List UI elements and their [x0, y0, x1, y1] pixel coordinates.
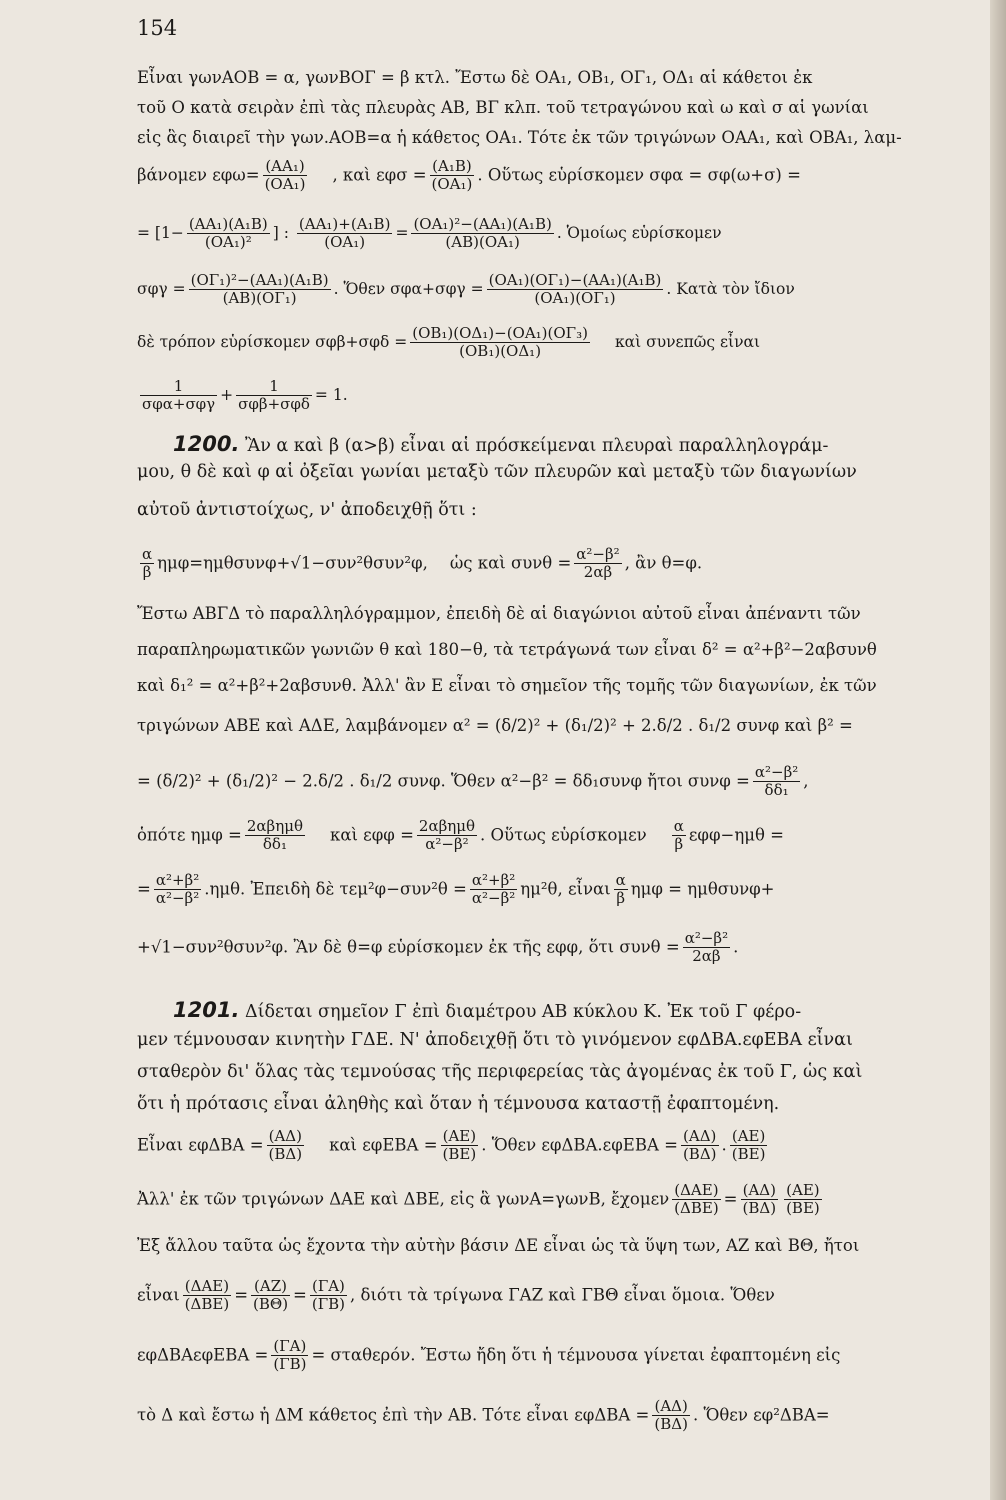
text-span: εφΔΒΑεφΕΒΑ = [137, 1345, 269, 1365]
numerator: 2αβημθ [246, 817, 303, 835]
fraction [441, 1128, 479, 1164]
text-line: τοῦ Ο κατὰ σειρὰν ἐπὶ τὰς πλευρὰς ΑΒ, ΒΓ κλπ. τοῦ τετραγώνου καὶ ω καὶ σ αἱ γωνίαι [137, 98, 869, 117]
text-span: , ἂν θ=φ. [624, 553, 703, 573]
text-span: βάνομεν εφω= [137, 165, 260, 185]
denominator: (ΓΒ) [311, 1295, 346, 1314]
numerator: (ΑΕ) [441, 1128, 479, 1146]
numerator: α²−β² [576, 545, 620, 563]
denominator: (ΔΒΕ) [184, 1295, 230, 1314]
text-span: . Ὅθεν εφ²ΔΒΑ= [692, 1405, 830, 1425]
fraction [741, 1182, 779, 1218]
operator: . [721, 1135, 727, 1155]
text-span: , διότι τὰ τρίγωνα ΓΑΖ καὶ ΓΒΘ εἶναι ὅμοια. Ὅθεν [350, 1285, 775, 1305]
text-span: εἶναι [137, 1285, 180, 1305]
denominator: (ΒΔ) [682, 1145, 717, 1164]
text-span: ὁπότε ημφ = [137, 825, 242, 845]
fraction [183, 1278, 232, 1314]
formula-line [137, 930, 937, 966]
formula-line [137, 818, 937, 854]
formula-line [137, 1182, 937, 1218]
fraction [251, 1278, 290, 1314]
text-span: ] : [272, 223, 294, 242]
denominator: (ΑΒ)(ΟΓ₁) [222, 289, 297, 308]
text-line: καὶ δ₁² = α²+β²+2αβσυνθ. Ἀλλ' ἂν Ε εἶναι τὸ σημεῖον τῆς τομῆς τῶν διαγωνίων, ἐκ τῶν [137, 676, 877, 695]
text-span: ημ²θ, εἶναι [520, 879, 611, 899]
fraction [310, 1278, 347, 1314]
numerator: (Α₁Β) [430, 158, 475, 176]
text-span: εφφ−ημθ = [688, 825, 784, 845]
denominator: (ΑΒ)(ΟΑ₁) [445, 233, 520, 252]
fraction [672, 818, 686, 854]
formula-line [137, 325, 937, 361]
numerator: 2αβημθ [418, 817, 476, 835]
fraction [236, 378, 312, 414]
fraction [154, 872, 201, 908]
text-span: Εἶναι εφΔΒΑ = [137, 1135, 264, 1155]
text-line: μεν τέμνουσαν κινητὴν ΓΔΕ. Ν' ἀποδειχθῇ ὅτι τὸ γινόμενον εφΔΒΑ.εφΕΒΑ εἶναι [137, 1030, 853, 1050]
fraction [652, 1398, 690, 1434]
numerator: (ΓΑ) [310, 1278, 347, 1296]
numerator: (ΑΖ) [251, 1278, 290, 1296]
text-span: Δίδεται σημεῖον Γ ἐπὶ διαμέτρου ΑΒ κύκλου Κ. Ἐκ τοῦ Γ φέρο- [245, 1002, 802, 1022]
numerator: (ΑΕ) [730, 1128, 768, 1146]
fraction [140, 378, 217, 414]
fraction [753, 764, 800, 800]
formula-line [137, 546, 937, 582]
denominator: (ΒΔ) [268, 1145, 303, 1164]
text-span: = σταθερόν. Ἔστω ἤδη ὅτι ἡ τέμνουσα γίνεται ἐφαπτομένη εἰς [311, 1345, 841, 1365]
fraction [730, 1128, 768, 1164]
fraction [297, 216, 393, 252]
formula-line [137, 1278, 937, 1314]
page-edge [990, 0, 1006, 1500]
denominator: 2αβ [583, 563, 613, 582]
text-span: , καὶ εφσ = [332, 165, 427, 185]
denominator: σφα+σφγ [142, 395, 216, 414]
denominator: (ΒΘ) [253, 1295, 289, 1314]
denominator: α²−β² [155, 889, 200, 908]
text-span: +√1−συν²θσυν²φ. Ἂν δὲ θ=φ εὑρίσκομεν ἐκ τῆς εφφ, ὅτι συνθ = [137, 937, 680, 957]
fraction [245, 818, 305, 854]
text-span: . Κατὰ τὸν ἴδιον [666, 279, 795, 298]
numerator: (ΑΑ₁) [263, 158, 308, 176]
formula-line [137, 216, 937, 252]
text-line: μου, θ δὲ καὶ φ αἱ ὀξεῖαι γωνίαι μεταξὺ τῶν πλευρῶν καὶ μεταξὺ τῶν διαγωνίων [137, 462, 857, 482]
text-line: ὅτι ἡ πρότασις εἶναι ἀληθὴς καὶ ὅταν ἡ τέμνουσα καταστῇ ἐφαπτομένη. [137, 1094, 780, 1114]
numerator: α²+β² [471, 871, 516, 889]
operator: . [733, 937, 739, 957]
fraction [410, 325, 590, 361]
problem-number: 1201. [173, 998, 240, 1022]
text-span: σφγ = [137, 279, 186, 298]
text-span: δὲ τρόπον εὑρίσκομεν σφβ+σφδ = [137, 332, 408, 351]
numerator: (ΟΓ₁)²−(ΑΑ₁)(Α₁Β) [190, 271, 329, 289]
text-span: . Οὕτως εὑρίσκομεν [480, 825, 647, 845]
numerator: (ΟΑ₁)²−(ΑΑ₁)(Α₁Β) [413, 215, 552, 233]
fraction [614, 872, 628, 908]
fraction [470, 872, 517, 908]
text-span: τὸ Δ καὶ ἔστω ἡ ΔΜ κάθετος ἐπὶ τὴν ΑΒ. Τότε εἶναι εφΔΒΑ = [137, 1405, 650, 1425]
fraction [487, 272, 664, 308]
fraction [140, 546, 154, 582]
fraction [263, 158, 308, 194]
denominator: (ΟΑ₁) [264, 175, 306, 194]
operator: = [723, 1189, 738, 1209]
text-span: Ἂν α καὶ β (α>β) εἶναι αἱ πρόσκείμεναι πλευραὶ παραλληλογράμ- [245, 436, 829, 456]
text-line: Εἶναι γωνΑΟΒ = α, γωνΒΟΓ = β κτλ. Ἔστω δὲ ΟΑ₁, ΟΒ₁, ΟΓ₁, ΟΔ₁ αἱ κάθετοι ἐκ [137, 68, 813, 87]
denominator: σφβ+σφδ [238, 395, 310, 414]
operator: = [137, 879, 151, 899]
text-line: παραπληρωματικῶν γωνιῶν θ καὶ 180−θ, τὰ τετράγωνά των εἶναι δ² = α²+β²−2αβσυνθ [137, 640, 877, 659]
text-span: καὶ συνεπῶς εἶναι [614, 332, 761, 351]
numerator: α²−β² [754, 763, 799, 781]
formula-line [137, 764, 937, 800]
text-span: . Ὅθεν εφΔΒΑ.εφΕΒΑ = [481, 1135, 678, 1155]
denominator: (ΔΒΕ) [674, 1199, 719, 1218]
text-line: αὐτοῦ ἀντιστοίχως, ν' ἀποδειχθῇ ὅτι : [137, 500, 477, 520]
text-span: . Ὅθεν σφα+σφγ = [333, 279, 484, 298]
numerator: (ΔΑΕ) [672, 1182, 721, 1200]
fraction [267, 1128, 305, 1164]
denominator: (ΟΒ₁)(ΟΔ₁) [459, 342, 542, 361]
fraction [187, 216, 270, 252]
text-line: Ἔστω ΑΒΓΔ τὸ παραλληλόγραμμον, ἐπειδὴ δὲ αἱ διαγώνιοι αὐτοῦ εἶναι ἀπέναντι τῶν [137, 604, 861, 623]
formula-line [137, 872, 937, 908]
numerator: (ΟΑ₁)(ΟΓ₁)−(ΑΑ₁)(Α₁Β) [488, 271, 662, 289]
page-number: 154 [137, 16, 178, 40]
denominator: (ΟΑ₁) [431, 175, 473, 194]
numerator: (ΓΑ) [271, 1338, 308, 1356]
numerator: (ΑΔ) [681, 1128, 719, 1146]
fraction [672, 1182, 721, 1218]
text-span: ημφ=ημθσυνφ+√1−συν²θσυν²φ, [157, 553, 428, 573]
fraction [784, 1182, 822, 1218]
denominator: (ΒΔ) [742, 1199, 777, 1218]
text-span: = [1− [137, 223, 184, 242]
denominator: δδ₁ [764, 781, 789, 800]
text-span: = (δ/2)² + (δ₁/2)² − 2.δ/2 . δ₁/2 συνφ. Ὅθεν α²−β² = δδ₁συνφ ἤτοι συνφ = [137, 771, 750, 791]
numerator: (ΟΒ₁)(ΟΔ₁)−(ΟΑ₁)(ΟΓ₃) [412, 324, 588, 342]
text-span: = [395, 223, 409, 242]
numerator: α²+β² [155, 871, 200, 889]
denominator: (ΟΑ₁) [324, 233, 366, 252]
text-span: ὡς καὶ συνθ = [449, 553, 572, 573]
denominator: (ΒΕ) [731, 1145, 766, 1164]
numerator: α [615, 871, 626, 889]
denominator: β [616, 889, 626, 908]
numerator: α [673, 817, 684, 835]
formula-line [137, 1128, 937, 1164]
denominator: δδ₁ [262, 835, 287, 854]
problem-heading [137, 434, 937, 456]
formula-line [137, 378, 937, 414]
numerator: (ΔΑΕ) [183, 1278, 232, 1296]
formula-line [137, 1398, 937, 1434]
text-line: Ἐξ ἄλλου ταῦτα ὡς ἔχοντα τὴν αὐτὴν βάσιν ΔΕ εἶναι ὡς τὰ ὕψη των, ΑΖ καὶ ΒΘ, ἤτοι [137, 1236, 860, 1255]
fraction [683, 930, 730, 966]
denominator: β [142, 563, 152, 582]
text-span: = 1. [314, 385, 348, 404]
formula-line [137, 1338, 937, 1374]
text-span: καὶ εφΕΒΑ = [329, 1135, 438, 1155]
text-line: εἰς ἃς διαιρεῖ τὴν γων.ΑΟΒ=α ἡ κάθετος ΟΑ₁. Τότε ἐκ τῶν τριγώνων ΟΑΑ₁, καὶ ΟΒΑ₁, λαμ- [137, 128, 902, 147]
operator: , [803, 771, 809, 791]
denominator: (ΓΒ) [273, 1355, 307, 1374]
text-line: τριγώνων ΑΒΕ καὶ ΑΔΕ, λαμβάνομεν α² = (δ/2)² + (δ₁/2)² + 2.δ/2 . δ₁/2 συνφ καὶ β² = [137, 716, 853, 735]
numerator: α²−β² [684, 929, 729, 947]
text-span: ημφ = ημθσυνφ+ [630, 879, 775, 899]
formula-line [137, 158, 937, 194]
fraction [681, 1128, 719, 1164]
numerator: (ΑΔ) [652, 1398, 690, 1416]
denominator: (ΟΑ₁)² [204, 233, 252, 252]
denominator: (ΟΑ₁)(ΟΓ₁) [534, 289, 616, 308]
fraction [574, 546, 621, 582]
numerator: (ΑΔ) [741, 1182, 779, 1200]
fraction [189, 272, 331, 308]
denominator: α²−β² [425, 835, 469, 854]
numerator: (ΑΔ) [267, 1128, 305, 1146]
denominator: (ΒΕ) [786, 1199, 820, 1218]
text-span: . Οὕτως εὑρίσκομεν σφα = σφ(ω+σ) = [477, 165, 801, 185]
text-span: καὶ εφφ = [330, 825, 414, 845]
numerator: (ΑΑ₁)(Α₁Β) [188, 215, 268, 233]
operator: + [220, 385, 234, 404]
denominator: (ΒΔ) [654, 1415, 688, 1434]
denominator: β [674, 835, 684, 854]
fraction [417, 818, 477, 854]
denominator: 2αβ [692, 947, 721, 966]
text-span: .ημθ. Ἐπειδὴ δὲ τεμ²φ−συν²θ = [204, 879, 467, 899]
fraction [430, 158, 475, 194]
numerator: 1 [236, 378, 312, 396]
operator: = [234, 1285, 249, 1305]
problem-heading [137, 1000, 937, 1022]
text-line: σταθερὸν δι' ὅλας τὰς τεμνούσας τῆς περιφερείας τὰς ἀγομένας ἐκ τοῦ Γ, ὡς καὶ [137, 1062, 863, 1082]
numerator: (ΑΑ₁)+(Α₁Β) [298, 215, 391, 233]
fraction [411, 216, 553, 252]
denominator: α²−β² [471, 889, 516, 908]
denominator: (ΒΕ) [442, 1145, 477, 1164]
text-span: . Ὁμοίως εὑρίσκομεν [556, 223, 722, 242]
numerator: (ΑΕ) [784, 1182, 822, 1200]
fraction [271, 1338, 308, 1374]
numerator: α [142, 545, 153, 563]
formula-line [137, 272, 937, 308]
problem-number: 1200. [173, 432, 240, 456]
numerator: 1 [140, 378, 217, 396]
operator: = [293, 1285, 307, 1305]
text-span: Ἀλλ' ἐκ τῶν τριγώνων ΔΑΕ καὶ ΔΒΕ, εἰς ἃ γωνΑ=γωνΒ, ἔχομεν [137, 1189, 670, 1209]
